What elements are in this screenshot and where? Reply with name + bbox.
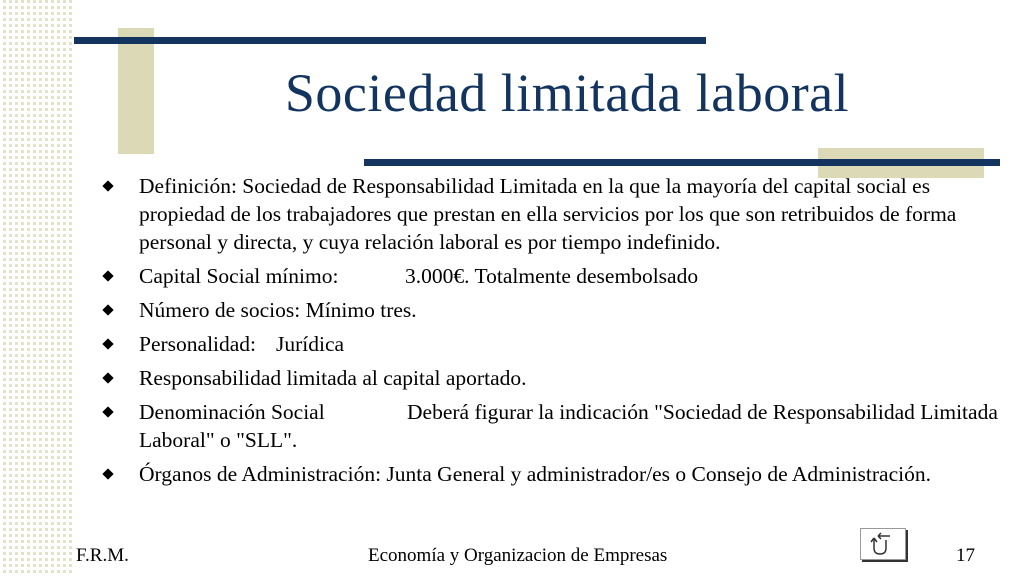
bullet-label: Capital Social mínimo: (139, 264, 339, 288)
diamond-bullet-icon (102, 338, 113, 349)
bullet-value: Jurídica (276, 332, 345, 356)
footer-author: F.R.M. (76, 545, 129, 566)
bullet-text: Responsabilidad limitada al capital aportado. (139, 366, 527, 390)
diamond-bullet-icon (102, 180, 113, 191)
bullet-label: Personalidad: (139, 332, 257, 356)
bullet-item-personalidad (100, 330, 1014, 358)
slide-title: Sociedad limitada laboral (284, 63, 850, 123)
bullet-value: 3.000€. Totalmente desembolsado (405, 264, 699, 288)
bullet-item-capital (100, 262, 1014, 290)
bullet-label: Denominación Social (139, 400, 325, 424)
diamond-bullet-icon (102, 304, 113, 315)
bullet-text: Número de socios: Mínimo tres. (139, 298, 417, 322)
bullet-text: Definición: Sociedad de Responsabilidad Limitada en la que la mayoría del capital social es propiedad de los trabajadores que prestan en ella servicios por los que son retribuidos de forma personal y directa, y cuya relación laboral es por tiempo indefinido. (139, 174, 957, 254)
bullet-value: Deberá figurar la indicación "Sociedad de Responsabilidad Limitada Laboral" o "SLL". (139, 400, 998, 452)
bullet-item-organos (100, 460, 1014, 488)
diamond-bullet-icon (102, 372, 113, 383)
bullet-item-responsabilidad (100, 364, 1014, 392)
title-rule-top (74, 37, 706, 44)
return-nav-button[interactable] (860, 528, 906, 560)
footer-course: Economía y Organizacion de Empresas (368, 545, 668, 566)
bullet-item-denominacion (100, 398, 1014, 454)
return-arrow-icon (868, 532, 898, 556)
diamond-bullet-icon (102, 468, 113, 479)
title-rule-bottom (364, 159, 1000, 166)
bullet-list (100, 172, 1014, 494)
bullet-item-definicion (100, 172, 1014, 256)
diamond-bullet-icon (102, 270, 113, 281)
bullet-item-socios (100, 296, 1014, 324)
diamond-bullet-icon (102, 406, 113, 417)
footer-page-number: 17 (956, 545, 975, 566)
bullet-text: Órganos de Administración: Junta General y administrador/es o Consejo de Administración. (139, 462, 931, 486)
